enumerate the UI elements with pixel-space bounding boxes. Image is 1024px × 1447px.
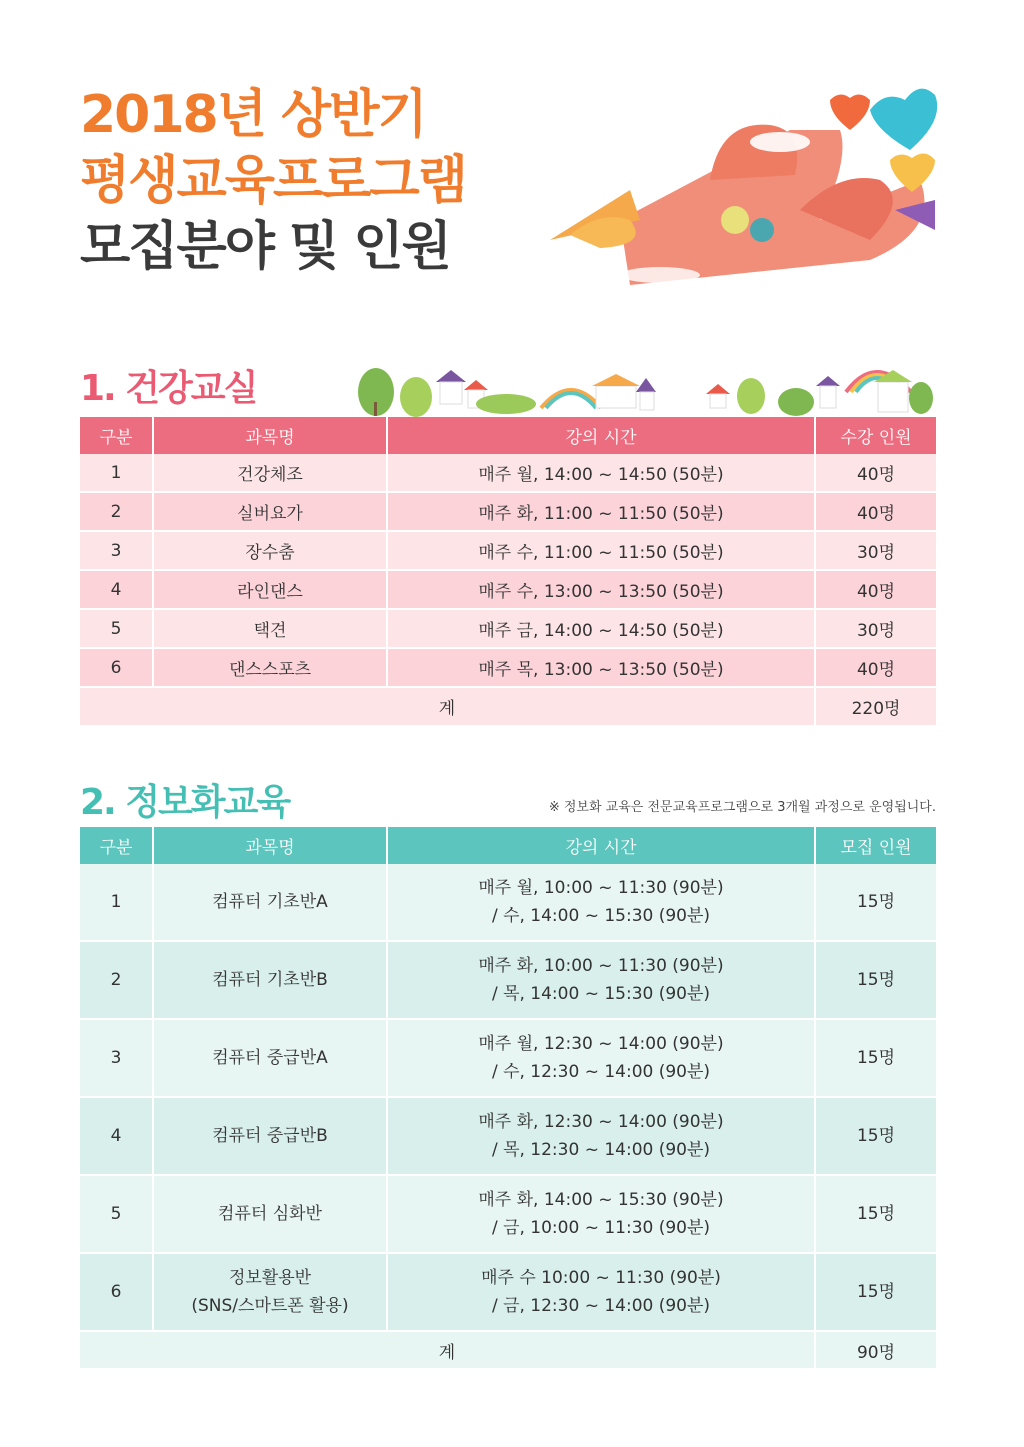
row-course	[152, 864, 386, 940]
paper-plane-hearts-illustration	[540, 70, 960, 300]
table-row	[80, 1252, 936, 1330]
row-course: 택견	[152, 608, 386, 647]
row-time: 매주 금, 14:00 ~ 14:50 (50분)	[386, 608, 814, 647]
row-course: 라인댄스	[152, 569, 386, 608]
row-count: 40명	[814, 569, 936, 608]
course-name: 컴퓨터 기초반B	[212, 970, 328, 990]
time-line-2: / 목, 14:00 ~ 15:30 (90분)	[491, 984, 711, 1004]
course-name: 컴퓨터 기초반A	[212, 892, 328, 912]
course-name: 컴퓨터 심화반	[218, 1204, 322, 1224]
time-line-1: 매주 화, 14:00 ~ 15:30 (90분)	[478, 1190, 724, 1210]
course-name: 컴퓨터 중급반A	[212, 1048, 328, 1068]
row-no: 1	[80, 864, 152, 940]
table-row	[80, 530, 936, 569]
table-header-row	[80, 417, 936, 454]
table-total-row	[80, 686, 936, 725]
row-count: 40명	[814, 454, 936, 491]
row-count: 15명	[814, 1096, 936, 1174]
total-value: 220명	[814, 686, 936, 725]
health-class-table	[80, 417, 936, 725]
table-row	[80, 647, 936, 686]
row-time	[386, 1252, 814, 1330]
header-count: 수강 인원	[814, 417, 936, 454]
row-no: 2	[80, 491, 152, 530]
header-time: 강의 시간	[386, 417, 814, 454]
row-no: 2	[80, 940, 152, 1018]
row-course: 장수춤	[152, 530, 386, 569]
row-count: 15명	[814, 1252, 936, 1330]
row-course	[152, 1174, 386, 1252]
title-line-2: 평생교육프로그램	[80, 151, 466, 211]
row-no: 6	[80, 647, 152, 686]
table-row	[80, 491, 936, 530]
row-course	[152, 940, 386, 1018]
row-time	[386, 1018, 814, 1096]
row-no: 1	[80, 454, 152, 491]
row-time: 매주 수, 13:00 ~ 13:50 (50분)	[386, 569, 814, 608]
time-line-2: / 수, 14:00 ~ 15:30 (90분)	[491, 906, 711, 926]
table-row	[80, 864, 936, 940]
time-line-1: 매주 화, 12:30 ~ 14:00 (90분)	[478, 1112, 724, 1132]
course-name-sub: (SNS/스마트폰 활용)	[191, 1296, 349, 1316]
time-line-2: / 수, 12:30 ~ 14:00 (90분)	[491, 1062, 711, 1082]
table-header-row	[80, 827, 936, 864]
course-name: 정보활용반	[228, 1268, 312, 1288]
row-no: 6	[80, 1252, 152, 1330]
village-illustration	[356, 352, 936, 418]
total-value: 90명	[814, 1330, 936, 1368]
table-total-row	[80, 1330, 936, 1368]
row-time	[386, 1096, 814, 1174]
section-2-title: 2. 정보화교육	[80, 782, 290, 823]
row-count: 15명	[814, 864, 936, 940]
table-row	[80, 940, 936, 1018]
time-line-1: 매주 월, 12:30 ~ 14:00 (90분)	[478, 1034, 724, 1054]
row-course: 건강체조	[152, 454, 386, 491]
time-line-1: 매주 화, 10:00 ~ 11:30 (90분)	[478, 956, 724, 976]
table-row	[80, 608, 936, 647]
row-time: 매주 수, 11:00 ~ 11:50 (50분)	[386, 530, 814, 569]
row-count: 40명	[814, 491, 936, 530]
header-course: 과목명	[152, 417, 386, 454]
row-course: 실버요가	[152, 491, 386, 530]
row-time: 매주 목, 13:00 ~ 13:50 (50분)	[386, 647, 814, 686]
time-line-2: / 금, 10:00 ~ 11:30 (90분)	[491, 1218, 711, 1238]
table-row	[80, 454, 936, 491]
time-line-1: 매주 월, 10:00 ~ 11:30 (90분)	[478, 878, 724, 898]
row-no: 3	[80, 1018, 152, 1096]
row-time	[386, 1174, 814, 1252]
header-time: 강의 시간	[386, 827, 814, 864]
row-time: 매주 화, 11:00 ~ 11:50 (50분)	[386, 491, 814, 530]
row-course	[152, 1096, 386, 1174]
header-no: 구분	[80, 827, 152, 864]
row-count: 15명	[814, 1174, 936, 1252]
title-line-1: 2018년 상반기	[80, 85, 426, 145]
row-course	[152, 1252, 386, 1330]
section-1-title: 1. 건강교실	[80, 368, 257, 409]
time-line-1: 매주 수 10:00 ~ 11:30 (90분)	[481, 1268, 721, 1288]
total-label: 계	[80, 686, 814, 725]
row-no: 5	[80, 608, 152, 647]
row-no: 4	[80, 1096, 152, 1174]
row-time: 매주 월, 14:00 ~ 14:50 (50분)	[386, 454, 814, 491]
table-row	[80, 1018, 936, 1096]
row-count: 30명	[814, 530, 936, 569]
course-name: 컴퓨터 중급반B	[212, 1126, 328, 1146]
header-no: 구분	[80, 417, 152, 454]
table-row	[80, 569, 936, 608]
row-course: 댄스스포츠	[152, 647, 386, 686]
row-count: 40명	[814, 647, 936, 686]
header-count: 모집 인원	[814, 827, 936, 864]
time-line-2: / 목, 12:30 ~ 14:00 (90분)	[491, 1140, 711, 1160]
it-education-table	[80, 827, 936, 1368]
row-count: 30명	[814, 608, 936, 647]
header-course: 과목명	[152, 827, 386, 864]
row-course	[152, 1018, 386, 1096]
row-no: 4	[80, 569, 152, 608]
row-count: 15명	[814, 1018, 936, 1096]
section-2-note: ※ 정보화 교육은 전문교육프로그램으로 3개월 과정으로 운영됩니다.	[548, 800, 936, 815]
total-label: 계	[80, 1330, 814, 1368]
row-count: 15명	[814, 940, 936, 1018]
row-no: 5	[80, 1174, 152, 1252]
time-line-2: / 금, 12:30 ~ 14:00 (90분)	[491, 1296, 711, 1316]
row-time	[386, 940, 814, 1018]
title-line-3: 모집분야 및 인원	[80, 217, 450, 277]
row-time	[386, 864, 814, 940]
row-no: 3	[80, 530, 152, 569]
table-row	[80, 1096, 936, 1174]
table-row	[80, 1174, 936, 1252]
page-title	[80, 82, 466, 280]
